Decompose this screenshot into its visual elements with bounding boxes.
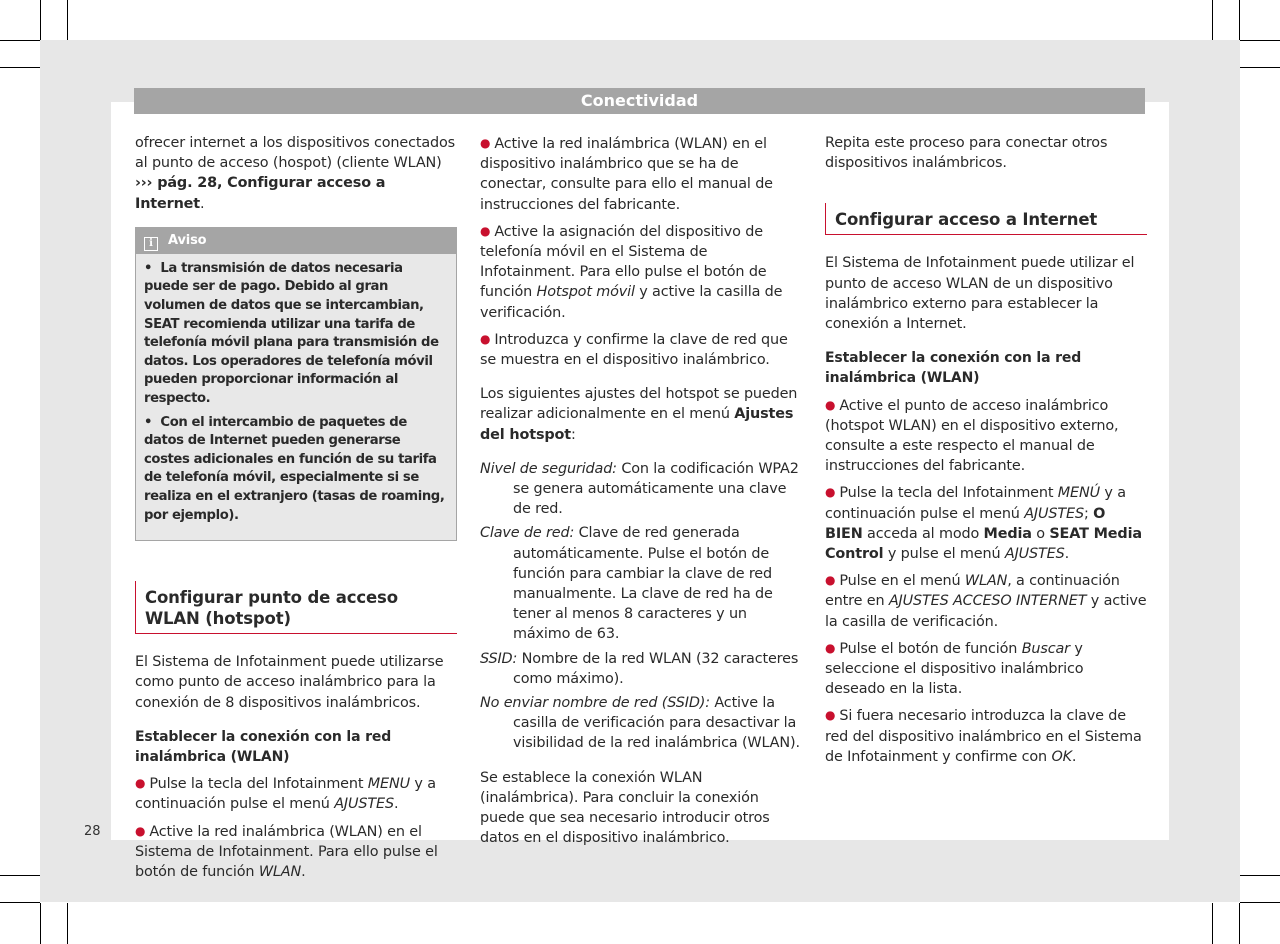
bullet-item: ● Pulse la tecla del Infotainment MENU y a continuación pulse el menú AJUSTES. <box>135 776 436 813</box>
page-number: 28 <box>84 824 101 839</box>
crop-mark <box>1240 40 1280 41</box>
crop-mark <box>0 67 40 68</box>
section-header: Conectividad <box>134 88 1145 114</box>
bullet-item: ● Active el punto de acceso inalámbrico (hotspot WLAN) en el dispositivo externo, consulte a este respecto el manual de instrucciones del fabricante. <box>825 397 1119 475</box>
paragraph: Se establece la conexión WLAN (inalámbrica). Para concluir la conexión puede que sea necesario introducir otros datos en el dispositivo inalámbrico. <box>480 769 770 847</box>
bullet-icon: ● <box>825 397 836 412</box>
paragraph: Repita este proceso para conectar otros dispositivos inalámbricos. <box>825 135 1108 172</box>
bullet-icon: ● <box>135 823 146 838</box>
aviso-box <box>135 227 457 541</box>
paragraph: El Sistema de Infotainment puede utilizar el punto de acceso WLAN de un dispositivo inalámbrico externo para establecer la conexión a Internet. <box>825 255 1135 333</box>
crop-mark <box>67 0 68 40</box>
paragraph: El Sistema de Infotainment puede utilizarse como punto de acceso inalámbrico para la conexión de 8 dispositivos inalámbricos. <box>135 654 444 711</box>
bullet-icon: ● <box>825 485 836 500</box>
definition-item: Clave de red: Clave de red generada automáticamente. Pulse el botón de función para cambiar la clave de red manualmente. La clave de red ha de tener al menos 8 caracteres y un máximo de 63. <box>480 525 773 643</box>
definition-item: No enviar nombre de red (SSID): Active la casilla de verificación para desactivar la visibilidad de la red inalámbrica (WLAN). <box>480 695 800 752</box>
definition-item: Nivel de seguridad: Con la codificación WPA2 se genera automáticamente una clave de red. <box>480 460 799 518</box>
paragraph: Los siguientes ajustes del hotspot se pueden realizar adicionalmente en el menú Ajustes del hotspot: <box>480 386 798 443</box>
aviso-body <box>136 254 456 540</box>
bullet-item: ● Active la asignación del dispositivo de telefonía móvil en el Sistema de Infotainment. Para ello pulse el botón de función Hotspot móvil y active la casilla de verificación. <box>480 223 783 321</box>
aviso-header: i Aviso <box>136 228 456 254</box>
intro-paragraph: ofrecer internet a los dispositivos conectados al punto de acceso (hospot) (cliente WLAN) ››› pág. 28, Configurar acceso a Internet. <box>135 135 456 212</box>
bullet-item: ● Introduzca y confirme la clave de red que se muestra en el dispositivo inalámbrico. <box>480 331 788 369</box>
crop-mark <box>1240 902 1280 903</box>
column-3 <box>825 133 1147 773</box>
bullet-icon: ● <box>480 136 491 150</box>
crop-mark <box>0 40 40 41</box>
bullet-icon: ● <box>135 776 146 791</box>
xref-link[interactable]: ››› pág. 28, Configurar acceso a Internet <box>135 175 386 212</box>
bullet-item: ● Pulse el botón de función Buscar y seleccione el dispositivo inalámbrico deseado en la lista. <box>825 640 1084 698</box>
bullet-item: ● Pulse en el menú WLAN, a continuación entre en AJUSTES ACCESO INTERNET y active la casilla de verificación. <box>825 573 1147 630</box>
section-heading: Configurar acceso a Internet <box>825 203 1147 235</box>
crop-mark <box>1212 903 1213 944</box>
crop-mark <box>1240 67 1280 68</box>
section-heading: Configurar punto de acceso WLAN (hotspot) <box>135 581 457 634</box>
crop-mark <box>0 875 40 876</box>
bullet-icon: ● <box>825 708 836 723</box>
column-1 <box>135 133 457 888</box>
definition-item: SSID: Nombre de la red WLAN (32 caracteres como máximo). <box>480 650 799 687</box>
crop-mark <box>1212 0 1213 40</box>
bullet-item: ● Active la red inalámbrica (WLAN) en el dispositivo inalámbrico que se ha de conectar, consulte para ello el manual de instrucciones del fabricante. <box>480 136 773 213</box>
aviso-item: • La transmisión de datos necesaria puede ser de pago. Debido al gran volumen de datos que se intercambian, SEAT recomienda utilizar una tarifa de telefonía móvil plana para transmisión de datos. Los operadores de telefonía móvil pueden proporcionar información al respecto. <box>144 260 439 406</box>
crop-mark <box>40 0 41 40</box>
subheading: Establecer la conexión con la red inalámbrica (WLAN) <box>135 728 392 765</box>
column-2 <box>480 133 802 863</box>
bullet-item: ● Si fuera necesario introduzca la clave de red del dispositivo inalámbrico en el Sistema de Infotainment y confirme con OK. <box>825 708 1142 765</box>
bullet-icon: ● <box>825 640 836 655</box>
crop-mark <box>0 902 40 903</box>
info-icon: i <box>144 237 158 251</box>
bullet-icon: ● <box>480 331 491 346</box>
chevrons-icon: ››› <box>135 175 153 192</box>
crop-mark <box>1240 875 1280 876</box>
crop-mark <box>67 903 68 944</box>
bullet-icon: ● <box>480 223 491 238</box>
crop-mark <box>1239 0 1240 40</box>
bullet-icon: ● <box>825 573 836 588</box>
crop-mark <box>1239 903 1240 944</box>
crop-mark <box>40 903 41 944</box>
bullet-item: ● Active la red inalámbrica (WLAN) en el Sistema de Infotainment. Para ello pulse el botón de función WLAN. <box>135 823 438 880</box>
aviso-item: • Con el intercambio de paquetes de datos de Internet pueden generarse costes adicionales en función de su tarifa de telefonía móvil, especialmente si se realiza en el extranjero (tasas de roaming, por ejemplo). <box>144 414 445 523</box>
subheading: Establecer la conexión con la red inalámbrica (WLAN) <box>825 350 1082 387</box>
bullet-item: ● Pulse la tecla del Infotainment MENÚ y a continuación pulse el menú AJUSTES; O BIEN acceda al modo Media o SEAT Media Control y pulse el menú AJUSTES. <box>825 485 1142 563</box>
